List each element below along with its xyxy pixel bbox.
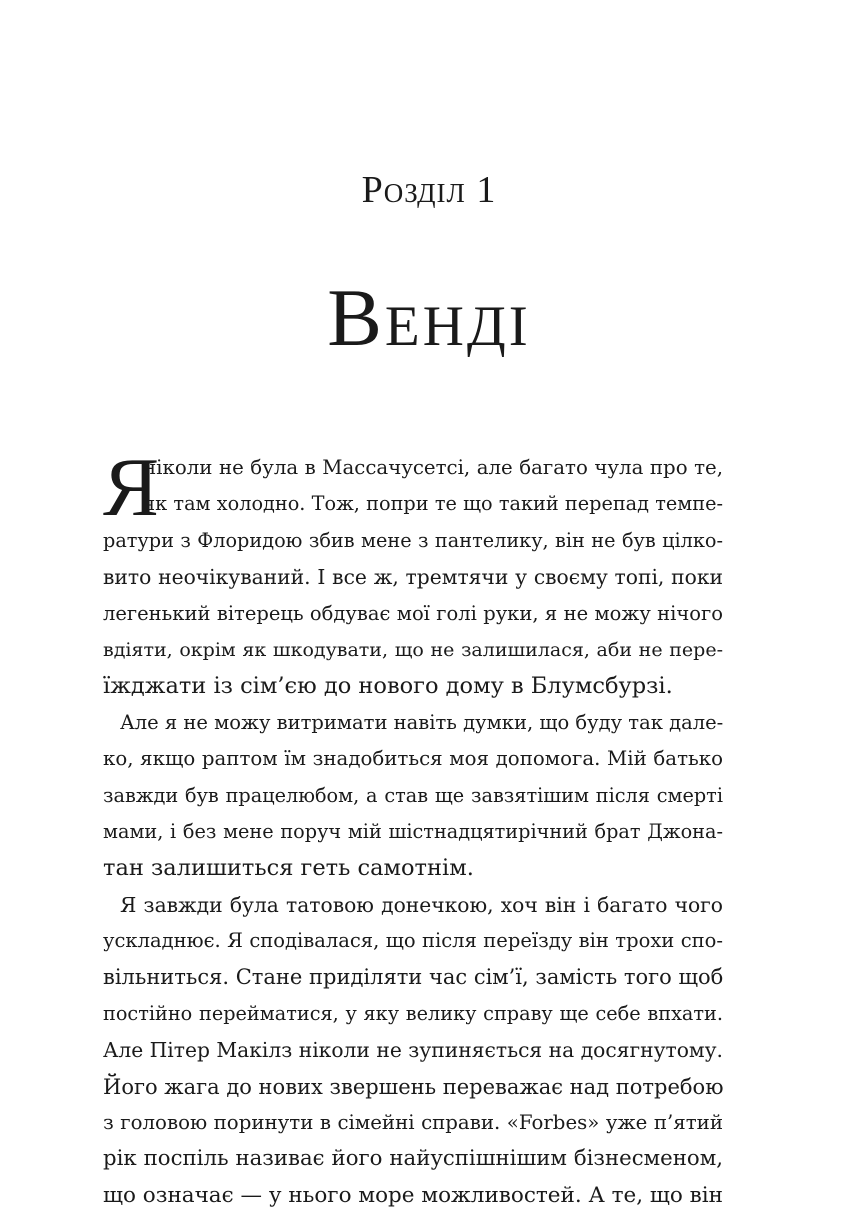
text-line: вито неочікуваний. І все ж, тремтячи у своєму топі, поки [103,565,723,590]
drop-cap: Я [103,441,160,534]
text-line: ратури з Флоридою збив мене з пантелику, він не був цілко- [103,528,723,552]
chapter-number: Розділ 1 [361,169,497,211]
text-line: мами, і без мене поруч мій шістнадцятирічний брат Джона- [103,819,723,843]
text-line: Але я не можу витримати навіть думки, що буду так дале- [120,710,723,734]
text-line: Я завжди була татовою донечкою, хоч він і багато чого [120,892,723,917]
text-line: їжджати із сім’єю до нового дому в Блумсбурзі. [103,673,673,700]
text-line: що означає — у нього море можливостей. А те, що він [103,1182,723,1208]
text-line: вільниться. Стане приділяти час сім’ї, замість того щоб [103,965,723,990]
text-line: ніколи не була в Массачусетсі, але багато чула про те, [143,456,723,479]
text-line: рік поспіль називає його найуспішнішим бізнесменом, [103,1146,723,1172]
text-line: тан залишиться геть самотнім. [103,855,474,882]
text-line: Його жага до нових звершень переважає над потребою [103,1074,723,1099]
text-line: легенький вітерець обдуває мої голі руки, я не можу нічого [103,601,723,625]
text-line: завжди був працелюбом, а став ще завзятішим після смерті [103,783,723,807]
text-line: як там холодно. Тож, попри те що такий перепад темпе- [143,492,723,516]
body-text [103,441,723,1214]
text-line: ко, якщо раптом їм знадобиться моя допомога. Мій батько [103,747,723,771]
chapter-title: Венді [327,272,531,363]
text-line: Але Пітер Макілз ніколи не зупиняється на досягнутому. [103,1038,723,1063]
text-line: постійно перейматися, у яку велику справу ще себе впхати. [103,1001,723,1025]
text-line: з головою поринути в сімейні справи. «Forbes» уже п’ятий [103,1111,723,1135]
text-line: вдіяти, окрім як шкодувати, що не залишилася, аби не пере- [103,638,723,661]
text-line: ускладнює. Я сподівалася, що після переїзду він трохи спо- [103,929,723,953]
